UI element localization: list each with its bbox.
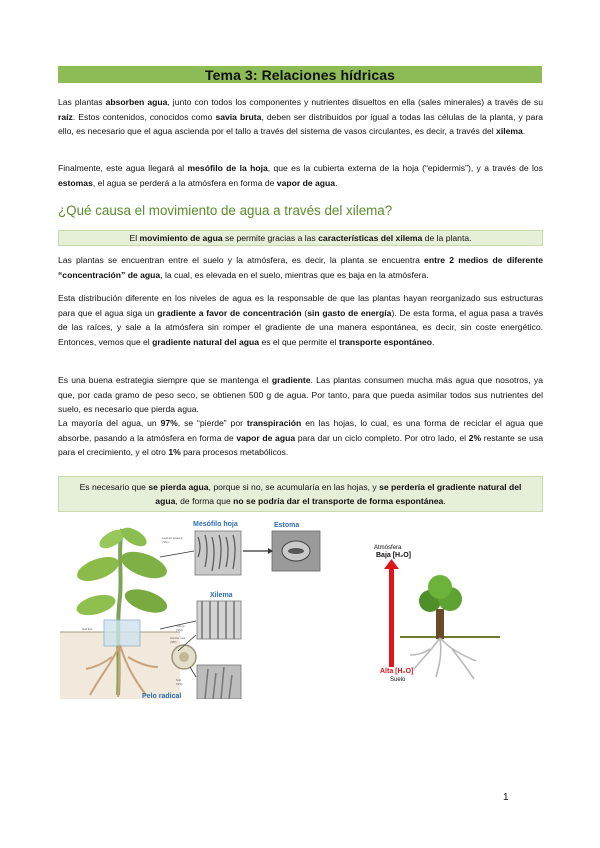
text-run: restante se usa para el crecimiento, y el otro	[58, 432, 544, 457]
text-run: Es necesario que	[79, 482, 149, 492]
bold-run: transporte espontáneo	[338, 336, 432, 347]
small-label: (ΨS)	[176, 682, 183, 686]
bold-run: sin gasto de energía	[307, 307, 392, 318]
text-run: .	[431, 336, 435, 347]
text-run: Esta distribución diferente en los niveles de agua es la responsable de que las plantas hayan reorganizado sus estructuras para que el agua siga un	[58, 293, 543, 318]
callout-box-1	[58, 230, 543, 246]
text-run: .	[443, 496, 446, 506]
text-run: ). De esta forma, el agua pasa a través de las raíces, y sale a la atmósfera sin romper el gradiente de una manera espontánea, es decir, sin coste energético. Entonces, vemos que el	[58, 307, 544, 347]
text-run: . Las plantas consumen mucha más agua que nosotros, ya que, por cada gramo de peso seco, se obtienen 500 g de agua. Por tanto, para que pueda asimilar todos sus nutrientes del suelo, es necesario que pierda agua.	[58, 375, 543, 414]
gradient-arrow-head	[384, 559, 399, 569]
bold-run: 1%	[168, 447, 181, 457]
text-run: es el que permite el	[259, 336, 339, 347]
label-alta: Alta [H₂O]	[380, 668, 414, 675]
text-run: Es una buena estrategia siempre que se mantenga el	[58, 375, 272, 385]
bold-run: entre 2 medios de diferente “concentración” de agua	[58, 255, 543, 280]
bold-run: 97%	[160, 418, 178, 428]
paragraph-4	[58, 291, 543, 349]
bold-run: movimiento de agua	[139, 233, 223, 243]
label-suelo: Suelo	[390, 677, 406, 683]
label-pelo-radical: Pelo radical	[142, 693, 182, 699]
bold-run: raíz	[58, 111, 73, 122]
text-run: para procesos metabólicos.	[180, 447, 289, 457]
bold-run: xilema	[496, 126, 523, 136]
label-xilema: Xilema	[210, 592, 233, 599]
gradient-arrow-shaft	[389, 567, 394, 667]
text-run: en las hojas, lo cual, es una forma de reciclar el agua que absorbe, pasando a la atmósfera en forma de	[58, 418, 543, 443]
paragraph-2	[58, 161, 543, 190]
bold-run: vapor de agua	[236, 432, 296, 443]
root-cross-section-core	[179, 652, 189, 662]
small-label: Soil line	[82, 627, 93, 631]
label-baja: Baja [H₂O]	[376, 552, 412, 559]
root-highlight-box	[104, 620, 140, 646]
paragraph-1	[58, 95, 543, 139]
text-run: , deben ser distribuidos por igual a todas las células de la planta, y para ello, es necesario que el agua ascienda por el tallo a través del sistema de vasos circulantes, es decir, a través del	[58, 111, 543, 136]
page-number: 1	[503, 792, 509, 803]
small-label: Across root	[170, 636, 186, 640]
bold-run: gradiente natural del agua	[152, 336, 260, 347]
text-run: , porque si no, se acumularía en las hojas, y	[208, 482, 380, 492]
tree-canopy	[428, 575, 452, 599]
bold-run: gradiente	[271, 375, 311, 385]
text-run: (	[301, 307, 308, 318]
stoma-pore	[288, 548, 304, 554]
label-estoma: Estoma	[274, 522, 300, 529]
small-label: Leaf air spaces	[162, 536, 183, 540]
text-run: .	[335, 177, 338, 188]
text-run: .	[522, 126, 526, 136]
paragraph-6	[58, 416, 543, 460]
bold-run: se pierda agua	[148, 482, 209, 492]
tree-trunk	[436, 609, 444, 639]
page-title: Tema 3: Relaciones hídricas	[205, 66, 395, 83]
paragraph-3	[58, 253, 543, 282]
bold-run: no se podría dar el transporte de forma espontánea	[233, 496, 444, 506]
text-run: , la cual, es elevada en el suelo, mientras que es baja en la atmósfera.	[160, 269, 429, 280]
small-label: Xylem	[176, 624, 185, 628]
bold-run: savia bruta	[215, 111, 262, 122]
small-label: (Ψw)	[176, 628, 183, 632]
text-run: , de forma que	[175, 496, 234, 506]
text-run: de la planta.	[422, 233, 472, 243]
text-run: para dar un ciclo completo. Por otro lado, el	[295, 432, 469, 443]
text-run: Las plantas	[58, 97, 106, 107]
bold-run: se perdería el gradiente natural del agua	[155, 482, 522, 506]
text-run: Las plantas se encuentran entre el suelo y la atmósfera, es decir, la planta se encuentra	[58, 255, 425, 265]
text-run: El	[129, 233, 140, 243]
paragraph-5	[58, 373, 543, 417]
small-label: (Ψw)	[162, 540, 169, 544]
small-label: (ΨP)	[170, 640, 177, 644]
text-run: , el agua se perderá a la atmósfera en forma de	[92, 177, 277, 188]
water-gradient-figure	[370, 537, 510, 687]
section-heading: ¿Qué causa el movimiento de agua a través del xilema?	[58, 203, 393, 218]
label-mesofilo: Mesófilo hoja	[193, 521, 238, 528]
bold-run: gradiente a favor de concentración	[157, 307, 302, 318]
bold-run: mesófilo de la hoja	[187, 163, 268, 173]
text-run: . Estos contenidos, conocidos como	[72, 111, 216, 122]
text-run: se permite gracias a las	[222, 233, 319, 243]
text-run: , se “pierde” por	[177, 418, 247, 428]
plant-water-transport-figure	[60, 517, 322, 699]
text-run: , que es la cubierta externa de la hoja (“epidermis”), y a través de los	[267, 163, 543, 173]
text-run: La mayoría del agua, un	[58, 418, 161, 428]
bold-run: 2%	[468, 432, 482, 443]
title-bar	[58, 66, 542, 83]
bold-run: características del xilema	[318, 233, 423, 243]
bold-run: transpiración	[246, 418, 302, 428]
label-atmosfera: Atmósfera	[374, 545, 402, 551]
bold-run: absorben agua	[105, 97, 168, 107]
callout-box-2	[58, 476, 543, 512]
root-hair-micrograph	[197, 665, 241, 699]
text-run: Finalmente, este agua llegará al	[58, 163, 188, 173]
bold-run: estomas	[58, 177, 93, 188]
bold-run: vapor de agua	[276, 177, 336, 188]
text-run: , junto con todos los componentes y nutrientes disueltos en ella (sales minerales) a través de su	[167, 97, 543, 107]
tree-roots	[410, 638, 476, 679]
small-label: Soil	[176, 678, 182, 682]
